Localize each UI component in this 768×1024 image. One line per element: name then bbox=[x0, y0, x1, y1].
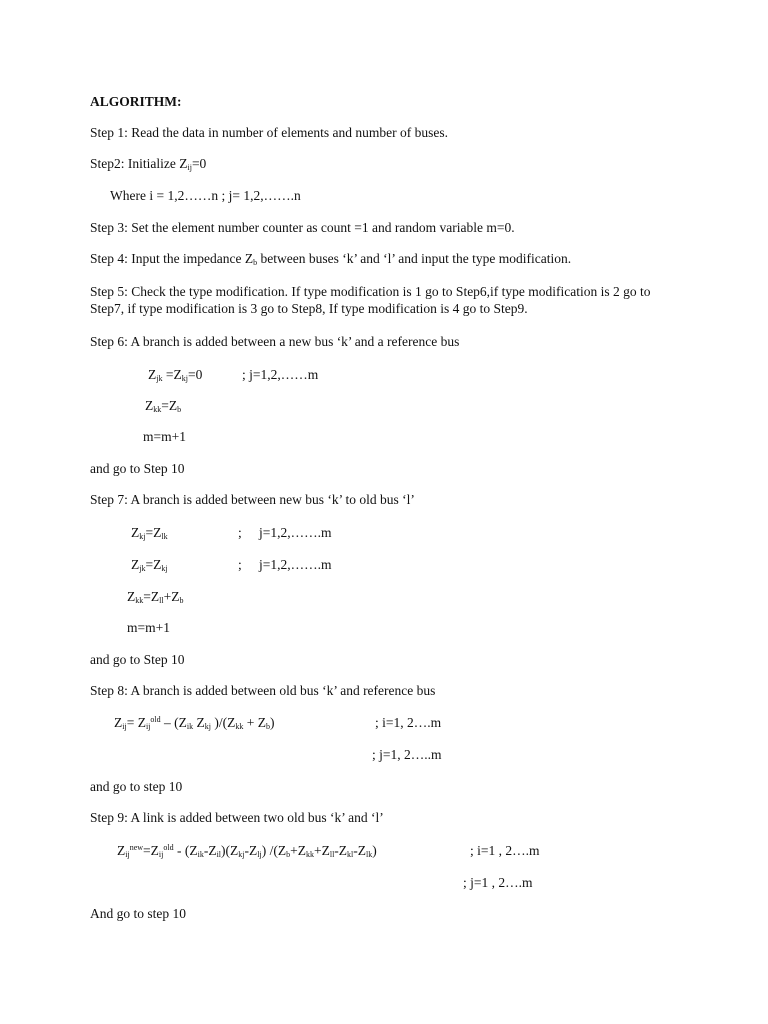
step-2: Step2: Initialize $Z_{ij}=0$ bbox=[90, 156, 207, 172]
step-7-goto: and go to Step 10 bbox=[90, 652, 185, 667]
step-4: Step 4: Input the impedance $Z_b$ between buses ‘k’ and ‘l’ and input the type modification. bbox=[90, 251, 572, 267]
where-clause: Where i = 1,2……n ; j= 1,2,…….n bbox=[110, 188, 301, 203]
step-9-range-i: ; i=1 , 2….m bbox=[470, 843, 540, 858]
step-9-title: Step 9: A link is added between two old bus ‘k’ and ‘l’ bbox=[90, 810, 384, 825]
step-8-range-i: ; i=1, 2….m bbox=[375, 715, 442, 730]
step-5-line-2: Step7, if type modification is 3 go to Step8, If type modification is 4 go to Step9. bbox=[90, 301, 528, 316]
step-6-title: Step 6: A branch is added between a new bus ‘k’ and a reference bus bbox=[90, 334, 460, 349]
step-7-eq-2: $Z_{jk}=Z_{kj}$ bbox=[131, 557, 168, 573]
step-9-range-j: ; j=1 , 2….m bbox=[463, 875, 533, 890]
step-6-goto: and go to Step 10 bbox=[90, 461, 185, 476]
algorithm-heading: ALGORITHM: bbox=[90, 94, 182, 109]
step-7-eq-4: m=m+1 bbox=[127, 620, 170, 635]
step-9-eq-1: $Z_{ij}^{new}=Z_{ij}^{old} - (Z_{ik}-Z_{il})(Z_{kj}-Z_{lj})$ $/(Z_b+Z_{kk}+Z_{ll}-Z_{kl}-Z_{lk})$ bbox=[117, 843, 377, 859]
step-7-title: Step 7: A branch is added between new bus ‘k’ to old bus ‘l’ bbox=[90, 492, 415, 507]
step-7-eq-1: $Z_{kj}=Z_{lk}$ bbox=[131, 525, 168, 541]
step-7-eq-1-range: j=1,2,…….m bbox=[259, 525, 332, 540]
step-8-range-j: ; j=1, 2…..m bbox=[372, 747, 442, 762]
step-9-goto: And go to step 10 bbox=[90, 906, 186, 921]
step-3: Step 3: Set the element number counter as count =1 and random variable m=0. bbox=[90, 220, 515, 235]
step-7-eq-2-sep: ; bbox=[238, 557, 242, 572]
step-7-eq-1-sep: ; bbox=[238, 525, 242, 540]
step-8-eq-1: $Z_{ij}= Z_{ij}^{old} - (Z_{ik}$ $Z_{kj}$ )$/(Z_{kk} + Z_b)$ bbox=[114, 715, 275, 731]
step-6-eq-2: $Z_{kk}=Z_b$ bbox=[145, 398, 182, 414]
step-6-eq-3: m=m+1 bbox=[143, 429, 186, 444]
step-6-eq-1: $Z_{jk} =Z_{kj}=0$ bbox=[148, 367, 203, 383]
step-7-eq-3: $Z_{kk}=Z_{ll}+Z_b$ bbox=[127, 589, 184, 605]
step-1: Step 1: Read the data in number of elements and number of buses. bbox=[90, 125, 449, 140]
step-6-eq-1-range: ; j=1,2,……m bbox=[242, 367, 319, 382]
step-5-line-1: Step 5: Check the type modification. If type modification is 1 go to Step6,if type modification is 2 go to bbox=[90, 284, 651, 299]
step-7-eq-2-range: j=1,2,…….m bbox=[259, 557, 332, 572]
step-8-title: Step 8: A branch is added between old bus ‘k’ and reference bus bbox=[90, 683, 436, 698]
step-8-goto: and go to step 10 bbox=[90, 779, 183, 794]
